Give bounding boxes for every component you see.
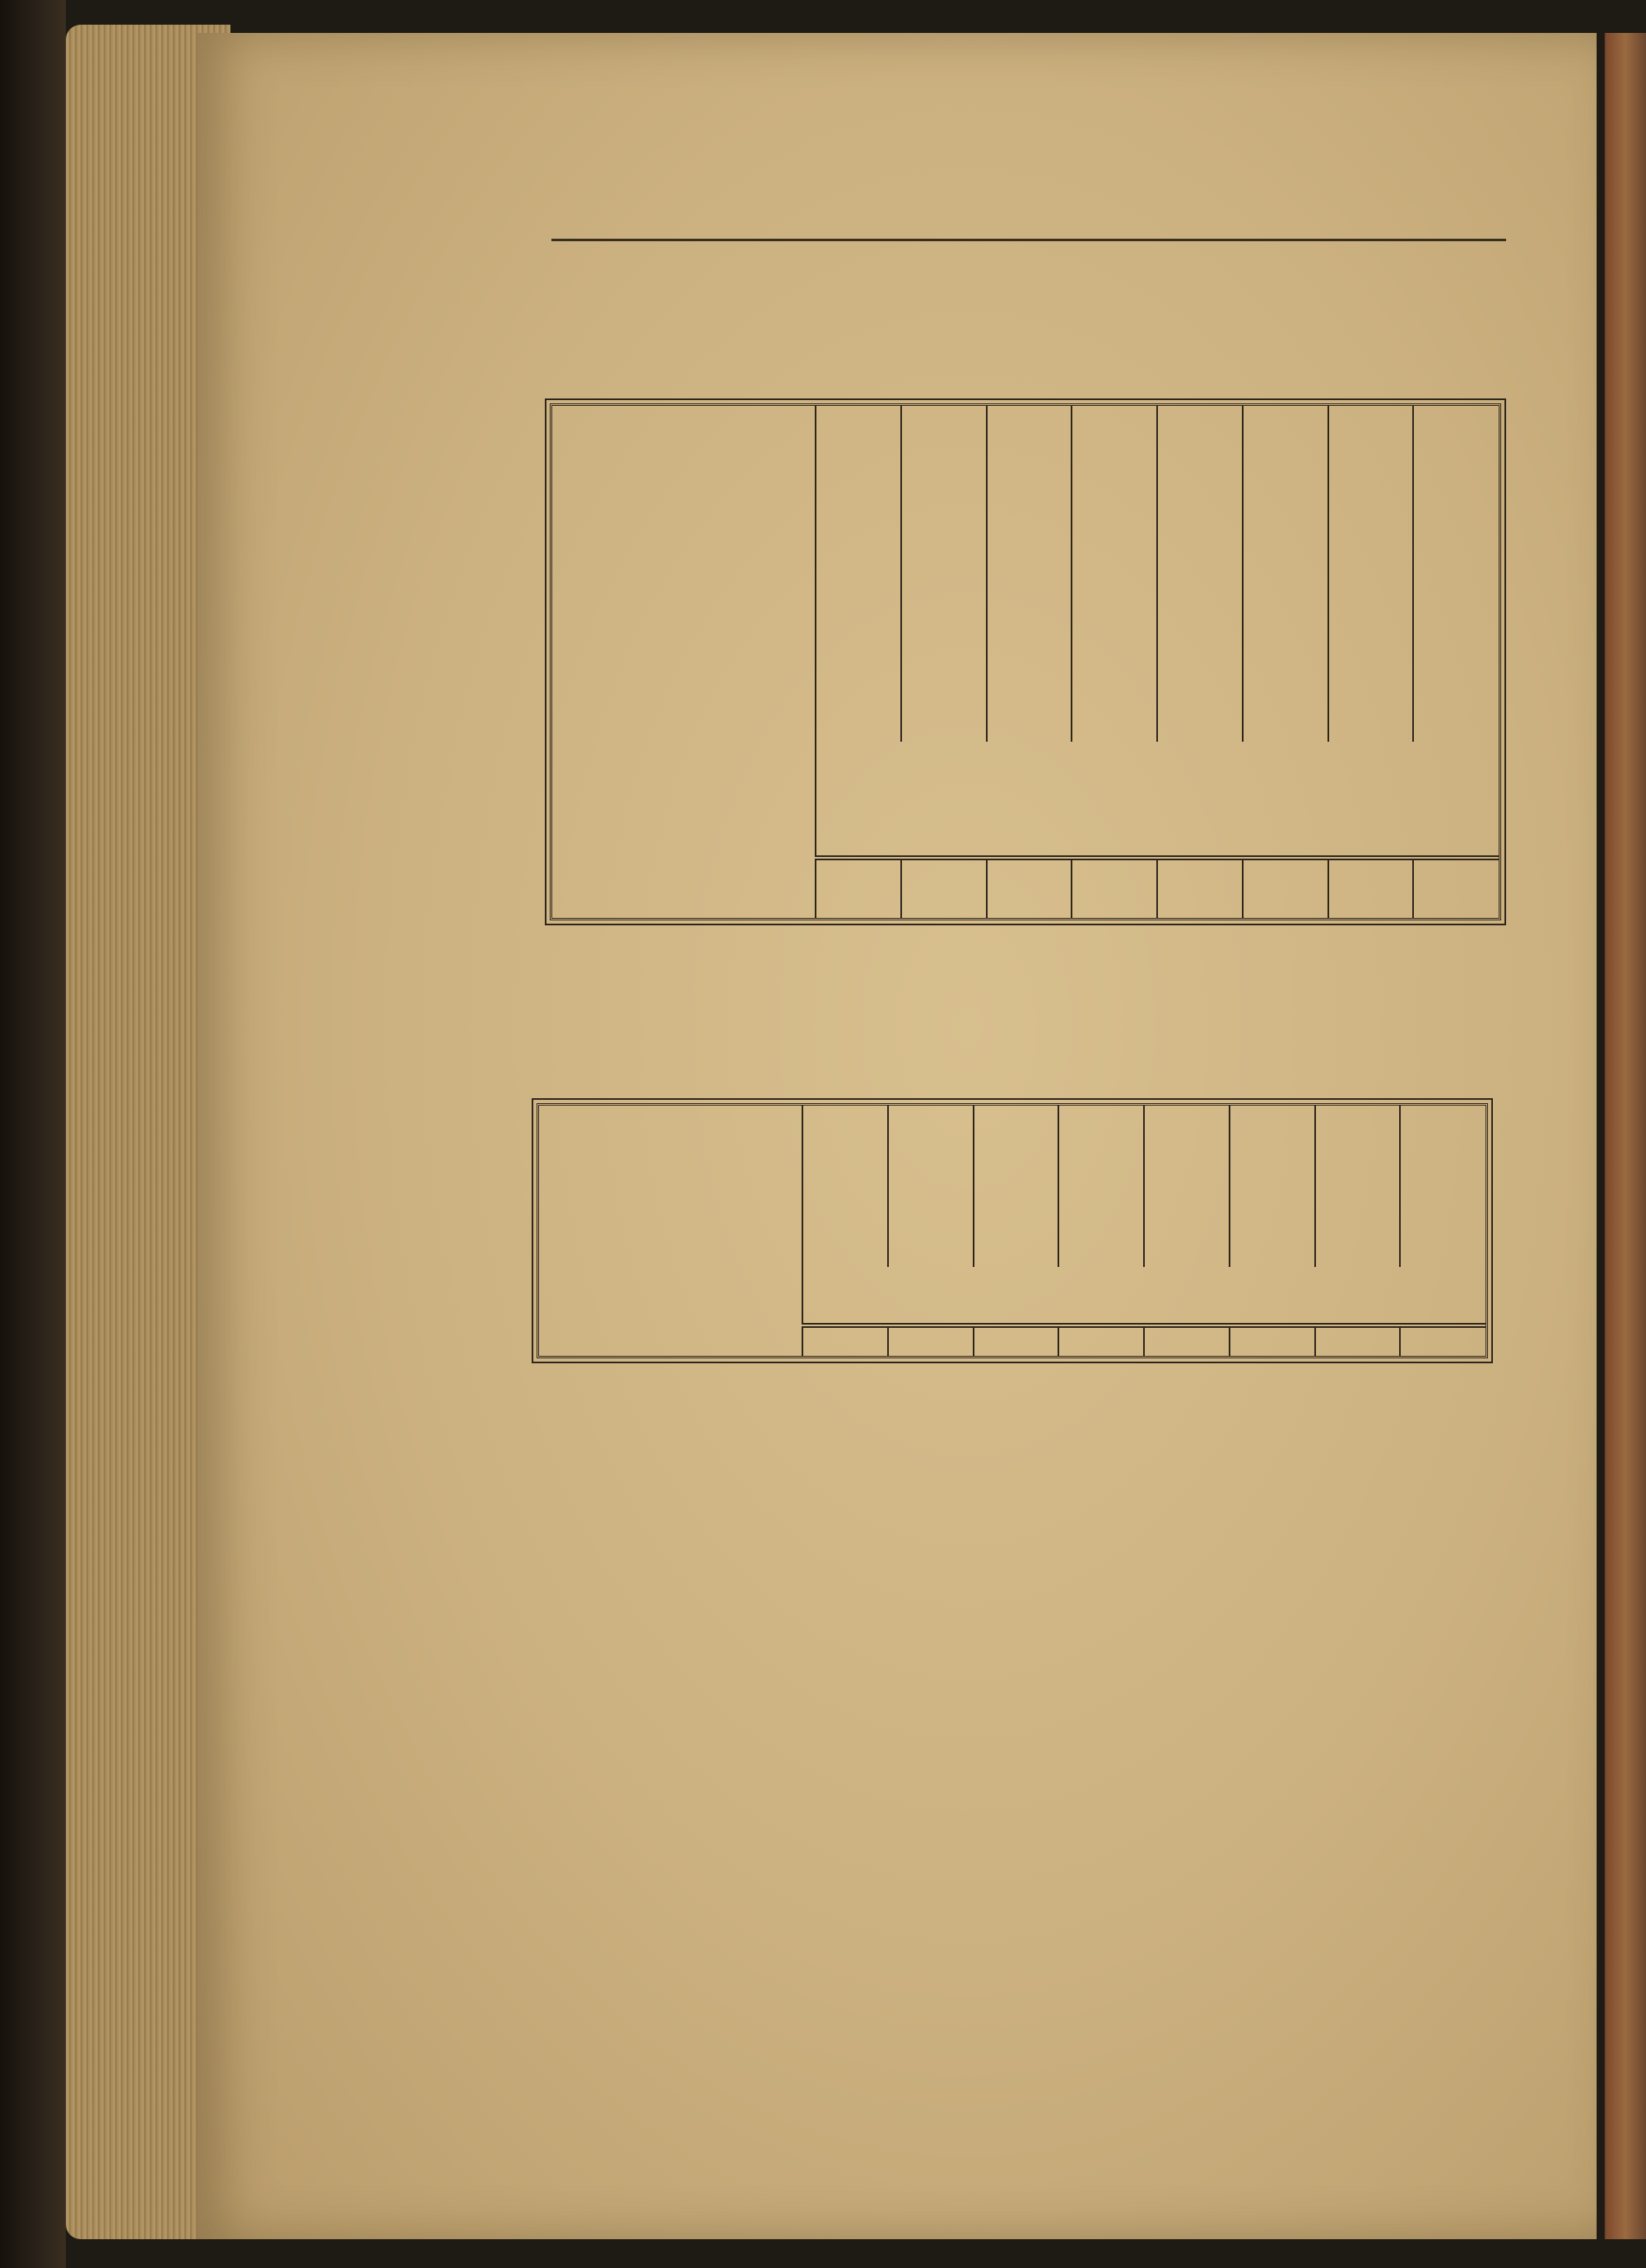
column-header (1144, 1106, 1230, 1267)
column-header (974, 1106, 1059, 1267)
column-header (1328, 406, 1414, 742)
column-header (1157, 406, 1243, 742)
column-header (1058, 1106, 1144, 1267)
province-header (552, 406, 816, 858)
unit-label (816, 742, 1499, 859)
column-header (802, 1106, 888, 1267)
column-header (901, 406, 987, 742)
column-header (816, 406, 901, 742)
province-header (539, 1106, 802, 1325)
column-header (1072, 406, 1157, 742)
column-header (1230, 1106, 1315, 1267)
column-header (888, 1106, 974, 1267)
page-header (551, 189, 1506, 241)
column-header (987, 406, 1072, 742)
column-header (1413, 406, 1499, 742)
book-binding (0, 0, 66, 2268)
income-table-rectors (537, 1103, 1488, 1358)
income-table-teachers (550, 403, 1501, 920)
column-header (1315, 1106, 1401, 1267)
facing-page-edge (1593, 33, 1646, 2239)
column-header (1400, 1106, 1486, 1267)
unit-label (802, 1267, 1486, 1326)
column-header (1243, 406, 1328, 742)
